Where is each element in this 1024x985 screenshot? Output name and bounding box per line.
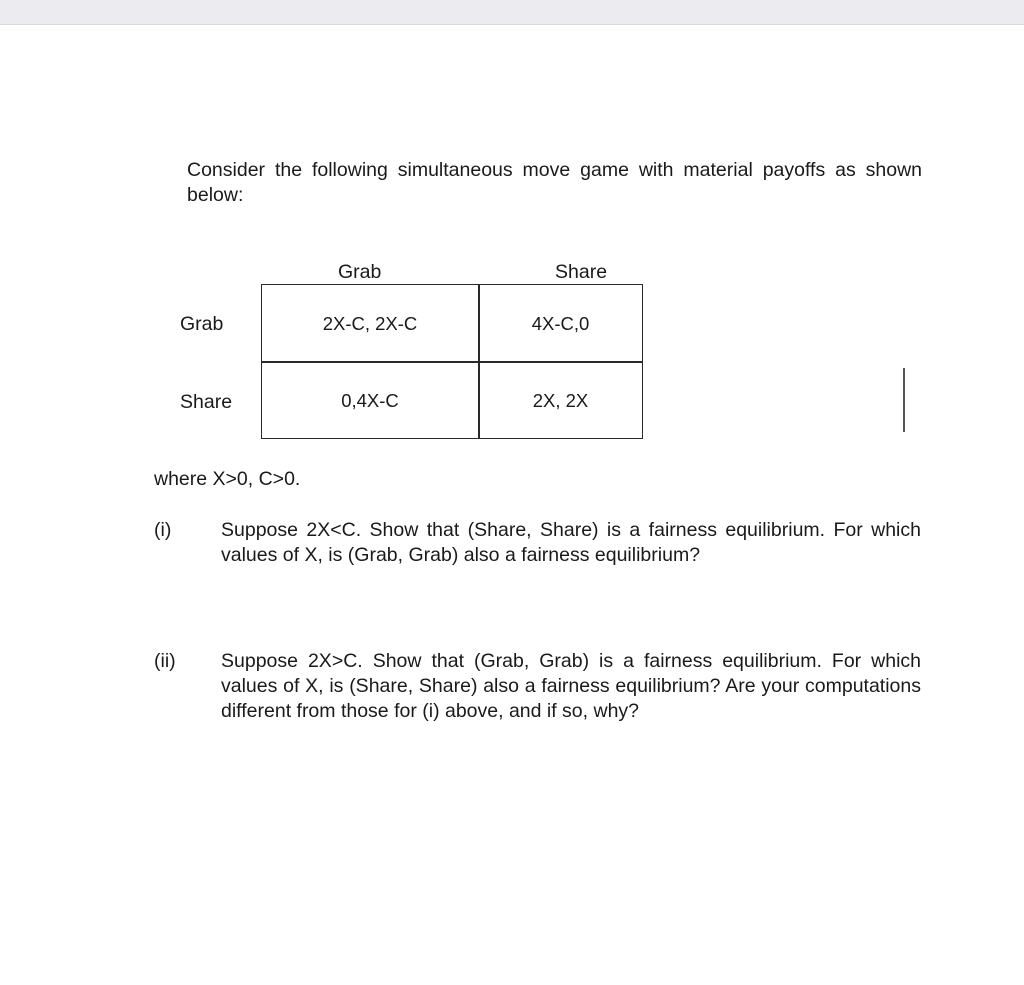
top-toolbar <box>0 0 1024 25</box>
question-text-ii: Suppose 2X>C. Show that (Grab, Grab) is a fairness equilibrium. For which values of X, is (Share, Share) also a fairness equilibrium? Are your computations different from those for (i) above, and if so, why? <box>221 650 921 722</box>
cell-grab-grab: 2X-C, 2X-C <box>322 312 418 334</box>
question-marker-i: (i) <box>154 519 172 541</box>
cell-share-grab: 0,4X-C <box>341 389 399 411</box>
conditions-text: where X>0, C>0. <box>154 468 301 490</box>
text-cursor <box>903 368 905 432</box>
row-header-grab: Grab <box>180 313 224 335</box>
intro-paragraph: Consider the following simultaneous move game with material payoffs as shown below: <box>187 159 922 206</box>
question-marker-ii: (ii) <box>154 650 176 672</box>
cell-share-share: 2X, 2X <box>532 389 589 411</box>
row-header-share: Share <box>180 391 233 413</box>
column-header-grab: Grab <box>338 261 382 283</box>
question-text-i: Suppose 2X<C. Show that (Share, Share) is a fairness equilibrium. For which values of X, is (Grab, Grab) also a fairness equilibrium? <box>221 519 921 566</box>
cell-grab-share: 4X-C,0 <box>531 312 590 334</box>
column-header-share: Share <box>555 261 608 283</box>
payoff-matrix <box>261 284 643 439</box>
